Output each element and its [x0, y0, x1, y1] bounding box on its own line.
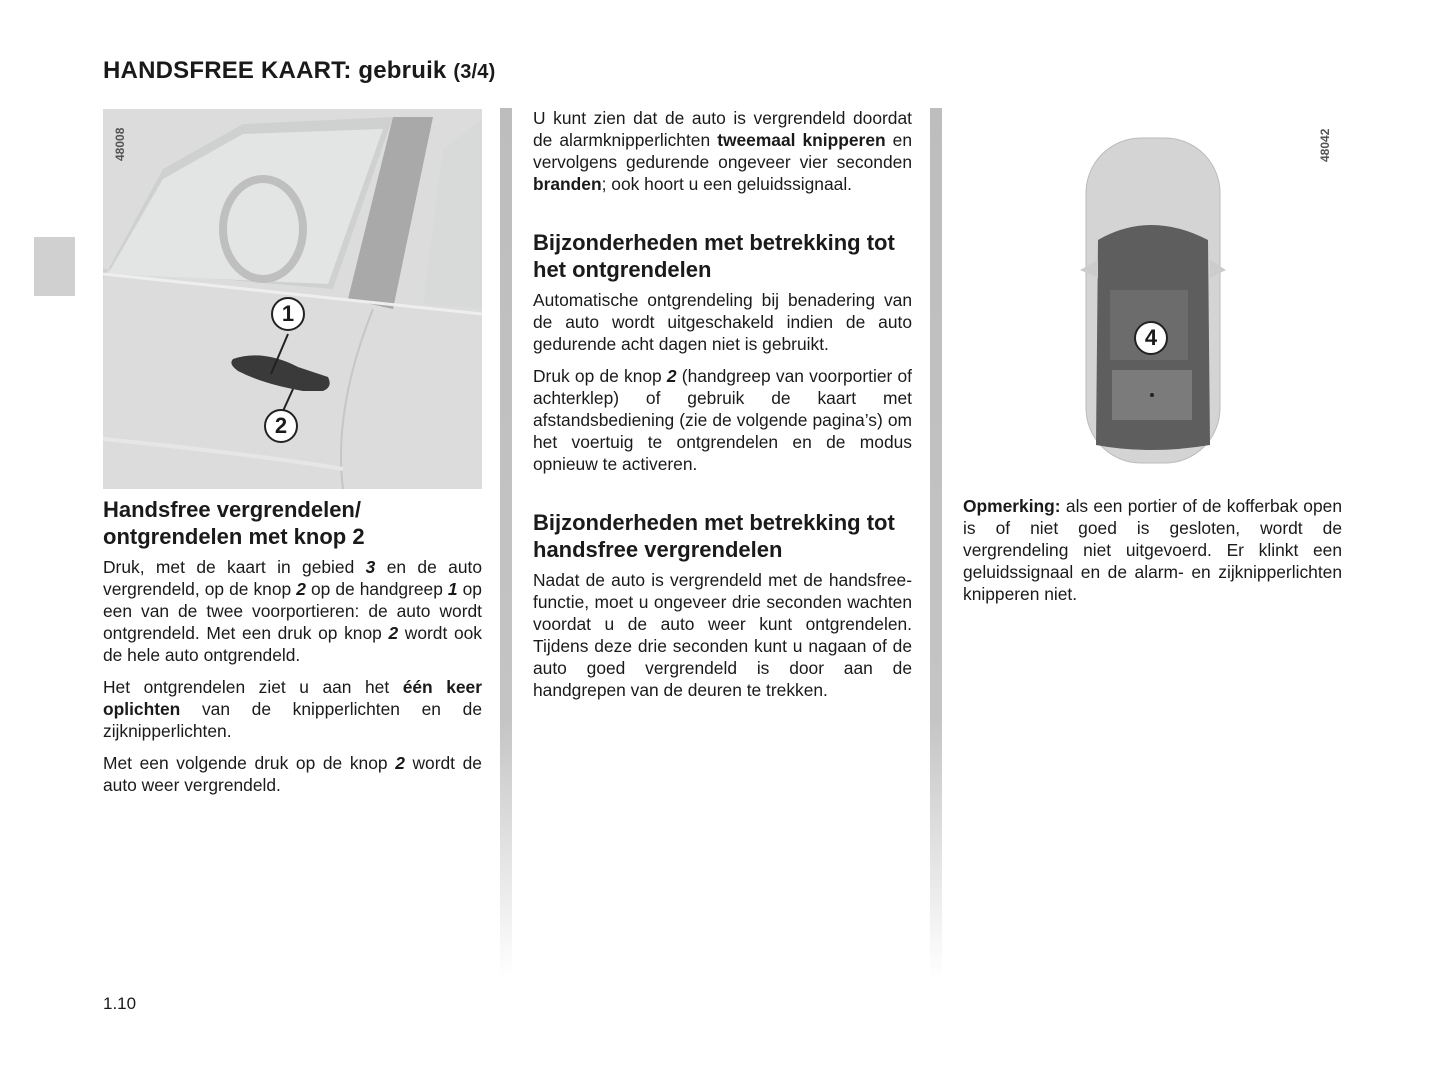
emphasis-text: 2: [388, 623, 399, 643]
section-heading: Bijzonderheden met betrekking tot het ontgrendelen: [533, 230, 895, 282]
paragraph: [103, 676, 482, 742]
text-segment: en de auto vergrendeld, op de knop: [103, 557, 483, 599]
text-segment: Druk op de knop: [533, 366, 667, 386]
text-segment: wordt de auto weer vergrendeld.: [103, 753, 482, 795]
paragraph: [533, 365, 912, 475]
door-handle-illustration: [103, 109, 482, 489]
figure-id: 48008: [113, 127, 127, 161]
text-segment: wordt ook de hele auto ontgrendeld.: [103, 623, 482, 665]
paragraph: [533, 289, 912, 355]
callout-4: 4: [1134, 321, 1168, 355]
text-segment: Het ontgrendelen ziet u aan het: [103, 677, 403, 697]
figure-id: 48042: [1318, 128, 1332, 162]
right-column: [963, 495, 1342, 615]
paragraph: [963, 495, 1342, 605]
section-heading: Bijzonderheden met betrekking tot handsfree vergrendelen: [533, 510, 895, 562]
emphasis-text: 1: [447, 579, 458, 599]
left-column: [103, 496, 482, 806]
page-part-indicator: (3/4): [453, 61, 496, 83]
page-number: 1.10: [103, 994, 137, 1013]
section-tab-marker: [34, 237, 75, 296]
text-segment: (handgreep van voorportier of achterklep) of gebruik de kaart met afstandsbediening (zie de volgende pagina’s) om het voertuig te ontgrendelen en de modus opnieuw te activeren.: [533, 366, 912, 474]
emphasis-text: 2: [395, 753, 405, 773]
text-segment: ; ook hoort u een geluidssignaal.: [601, 174, 853, 194]
title-text: HANDSFREE KAART: gebruik: [103, 57, 447, 84]
text-segment: van de knipperlichten en de zijknipperlichten.: [103, 699, 482, 741]
paragraph: [103, 752, 482, 796]
car-top-drawing: [1070, 110, 1345, 480]
text-segment: en vervolgens gedurende ongeveer vier seconden: [533, 130, 912, 172]
emphasis-text: 2: [296, 579, 306, 599]
emphasis-text: één keer oplichten: [103, 677, 482, 719]
emphasis-text: 2: [666, 366, 677, 386]
emphasis-text: branden: [533, 174, 602, 194]
emphasis-text: 3: [365, 557, 376, 577]
emphasis-text: Opmerking:: [963, 496, 1061, 516]
paragraph: [533, 569, 912, 701]
section-heading: Handsfree vergrendelen/ ontgrendelen met knop 2: [103, 497, 365, 549]
column-divider: [500, 108, 512, 978]
callout-2: 2: [264, 409, 298, 443]
middle-column: [533, 107, 912, 711]
callout-1: 1: [271, 297, 305, 331]
text-segment: U kunt zien dat de auto is vergrendeld doordat de alarmknipperlichten: [533, 108, 912, 150]
emphasis-text: tweemaal knipperen: [717, 130, 886, 150]
text-segment: op een van de twee voorportieren: de auto wordt ontgrendeld. Met een druk op knop: [103, 579, 482, 643]
paragraph: [103, 556, 482, 666]
text-segment: Automatische ontgrendeling bij benadering van de auto wordt uitgeschakeld indien de auto gedurende acht dagen niet is gebruikt.: [533, 290, 912, 354]
text-segment: als een portier of de kofferbak open is of niet goed is gesloten, wordt de vergrendeling niet uitgevoerd. Er klinkt een geluidssignaal en de alarm- en zijknipperlichten knipperen niet.: [963, 496, 1342, 604]
column-divider: [930, 108, 942, 978]
text-segment: Druk, met de kaart in gebied: [103, 557, 366, 577]
page-title: [103, 57, 495, 85]
paragraph: [533, 107, 912, 195]
text-segment: op de handgreep: [305, 579, 448, 599]
text-segment: Met een volgende druk op de knop: [103, 753, 396, 773]
text-segment: Nadat de auto is vergrendeld met de handsfree-functie, moet u ongeveer drie seconden wachten voordat u de auto weer kunt ontgrendelen. Tijdens deze drie seconden kunt u nagaan of de auto goed vergrendeld is door aan de handgrepen van de deuren te trekken.: [533, 570, 912, 700]
car-top-view-illustration: [1070, 110, 1345, 480]
